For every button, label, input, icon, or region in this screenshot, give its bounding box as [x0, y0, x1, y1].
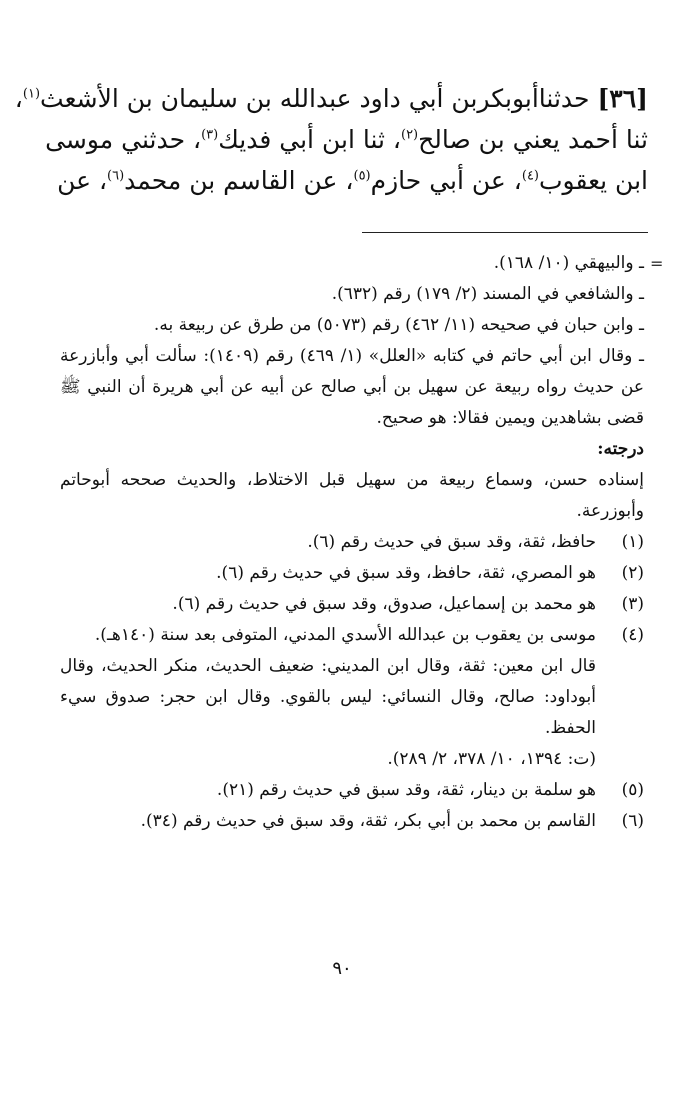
- hadith-seg: حدثناأبوبكربن أبي داود عبدالله بن سليمان بن الأشعث: [40, 84, 590, 113]
- hadith-seg: ابن يعقوب: [539, 166, 648, 195]
- hadith-line-1: [14, 78, 648, 119]
- footnote-4: [60, 620, 644, 775]
- footnote-1: [60, 527, 644, 558]
- page-number: ٩٠: [332, 958, 352, 979]
- hadith-seg: ، عن القاسم بن محمد: [124, 166, 354, 195]
- hadith-seg: ، عن أبي حازم: [370, 166, 522, 195]
- footnote-text: هو المصري، ثقة، حافظ، وقد سبق في حديث رقم (٦).: [216, 563, 596, 583]
- footnote-text: موسى بن يعقوب بن عبدالله الأسدي المدني، المتوفى بعد سنة (١٤٠هـ).: [94, 625, 596, 645]
- footnote-5: [60, 775, 644, 806]
- note-line: ـ وابن حبان في صحيحه (١١/ ٤٦٢) رقم (٥٠٧٣) من طرق عن ربيعة به.: [153, 315, 644, 335]
- hadith-line-2: [45, 119, 648, 160]
- footnote-number: (١): [621, 532, 644, 552]
- grade-text: إسناده حسن، وسماع ربيعة من سهيل قبل الاختلاط، والحديث صححه أبوحاتم وأبوزرعة.: [60, 470, 644, 521]
- footnote-text: حافظ، ثقة، وقد سبق في حديث رقم (٦).: [307, 532, 596, 552]
- footnote-number: (٢): [621, 563, 644, 583]
- hadith-text: [14, 78, 648, 201]
- note-line: ـ وقال ابن أبي حاتم في كتابه «العلل» (١/ ٤٦٩) رقم (١٤٠٩): سألت أبي وأبازرعة عن حديث رواه ربيعة عن سهيل بن أبي صالح عن أبيه عن أبي هريرة أن النبي ﷺ قضى بشاهدين ويمين فقالا: هو صحيح.: [60, 346, 644, 428]
- footnote-text: القاسم بن محمد بن أبي بكر، ثقة، وقد سبق في حديث رقم (٣٤).: [140, 811, 596, 831]
- footnote-number: (٥): [621, 780, 644, 800]
- footnote-ref[interactable]: (٣): [201, 127, 219, 143]
- footnote-2: [60, 558, 644, 589]
- footnote-ref[interactable]: (٦): [107, 168, 125, 184]
- footnote-number: (٣): [621, 594, 644, 614]
- hadith-seg: ،: [14, 84, 23, 113]
- hadith-line-3: [57, 160, 648, 201]
- footnote-number: (٦): [621, 811, 644, 831]
- footnote-ref[interactable]: (١): [22, 86, 41, 102]
- hadith-seg: ، حدثني موسى: [45, 125, 202, 154]
- note-line: ـ والبيهقي (١٠/ ١٦٨).: [493, 253, 644, 273]
- footnotes-area: [60, 248, 644, 837]
- footnote-text: قال ابن معين: ثقة، وقال ابن المديني: ضعيف الحديث، منكر الحديث، وقال أبوداود: صالح، وقال النسائي: ليس بالقوي. وقال ابن حجر: صدوق سيء الحفظ.: [60, 656, 596, 738]
- footnote-6: [60, 806, 644, 837]
- hadith-seg: ثنا أحمد يعني بن صالح: [418, 125, 648, 154]
- footnote-text: هو محمد بن إسماعيل، صدوق، وقد سبق في حديث رقم (٦).: [172, 594, 596, 614]
- hadith-seg: ، عن: [57, 166, 108, 195]
- footnote-text: هو سلمة بن دينار، ثقة، وقد سبق في حديث رقم (٢١).: [216, 780, 596, 800]
- note-line: ـ والشافعي في المسند (٢/ ١٧٩) رقم (٦٣٢).: [331, 284, 644, 304]
- footnote-number: (٤): [621, 625, 644, 645]
- footnote-text: (ت: ١٣٩٤، ١٠/ ٣٧٨، ٢/ ٢٨٩).: [387, 749, 596, 769]
- hadith-seg: ، ثنا ابن أبي فديك: [218, 125, 401, 154]
- footnote-3: [60, 589, 644, 620]
- footnote-ref[interactable]: (٢): [400, 127, 419, 143]
- footnote-ref[interactable]: (٥): [353, 168, 371, 184]
- footnote-separator: [362, 232, 648, 233]
- grade-heading: درجته:: [597, 439, 644, 459]
- continuation-mark: =: [650, 254, 664, 273]
- hadith-number: [٣٦]: [597, 84, 648, 113]
- footnote-ref[interactable]: (٤): [521, 168, 539, 184]
